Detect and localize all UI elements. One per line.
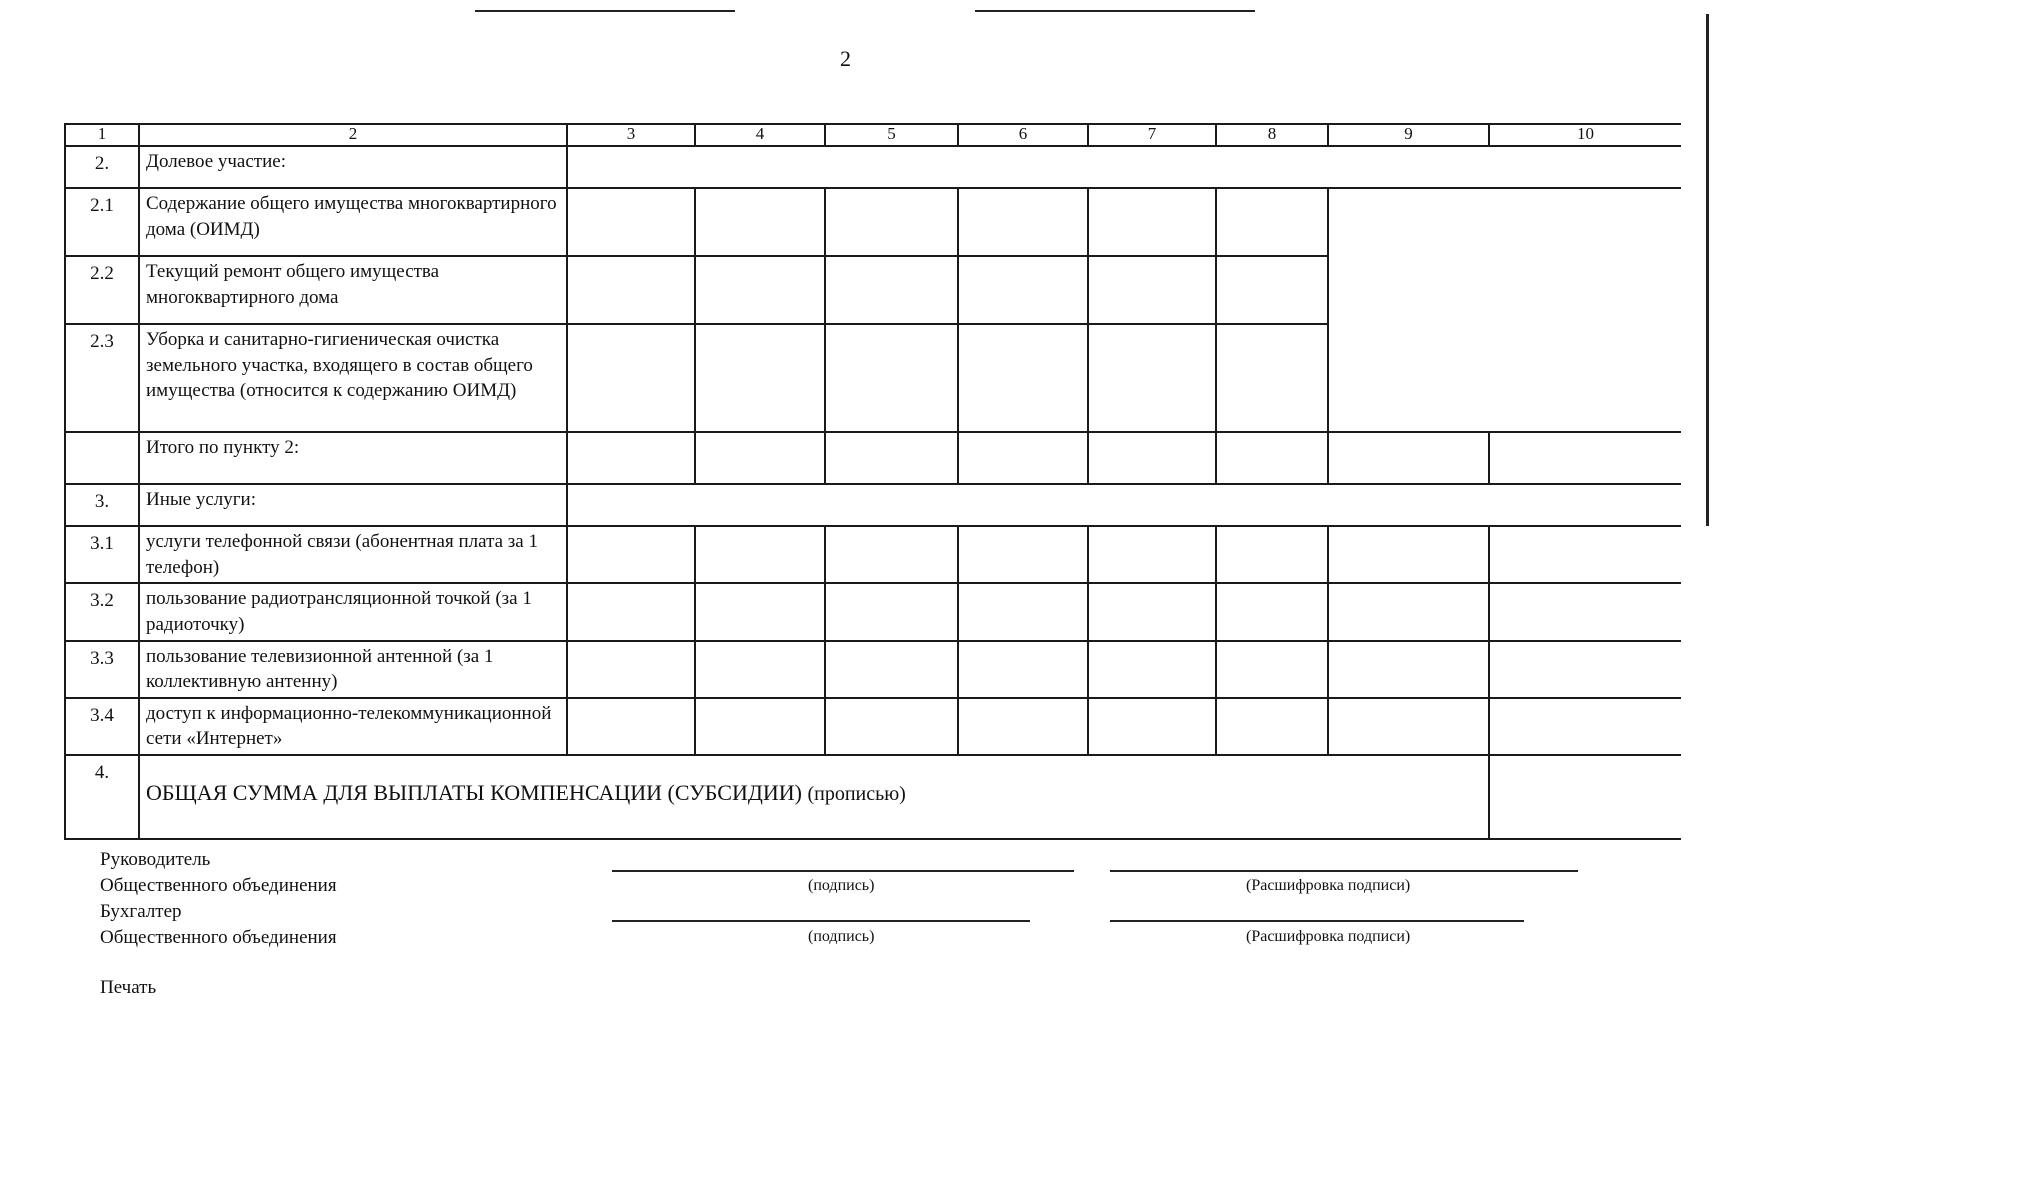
row-label: Иные услуги: — [139, 484, 567, 526]
empty-cell — [1328, 432, 1489, 484]
empty-cell — [1088, 188, 1216, 256]
empty-cell — [567, 526, 695, 583]
empty-cell — [1216, 256, 1328, 324]
table-row — [65, 583, 1681, 640]
empty-cell — [695, 432, 825, 484]
table-row — [65, 432, 1681, 484]
empty-cell — [567, 641, 695, 698]
empty-cell — [1328, 583, 1489, 640]
empty-cell — [1489, 641, 1681, 698]
empty-cell — [1216, 641, 1328, 698]
row-label: Уборка и санитарно-гигиеническая очистка земельного участка, входящего в состав общего имущества (относится к содержанию ОИМД) — [139, 324, 567, 432]
empty-cell — [567, 324, 695, 432]
column-number: 10 — [1489, 124, 1681, 146]
column-number: 5 — [825, 124, 958, 146]
empty-cell — [825, 324, 958, 432]
empty-cell — [1489, 432, 1681, 484]
total-sum-value-cell — [1489, 755, 1681, 839]
empty-cell — [825, 256, 958, 324]
empty-cell — [567, 146, 1681, 188]
empty-cell — [825, 526, 958, 583]
empty-cell — [825, 698, 958, 755]
row-number: 4. — [65, 755, 139, 839]
empty-cell — [695, 583, 825, 640]
row-label: Текущий ремонт общего имущества многоквартирного дома — [139, 256, 567, 324]
scan-edge-line — [1706, 14, 1709, 526]
row-number: 3. — [65, 484, 139, 526]
empty-cell — [1489, 583, 1681, 640]
empty-cell — [1088, 432, 1216, 484]
empty-cell — [958, 256, 1088, 324]
empty-cell — [695, 526, 825, 583]
empty-cell — [1216, 188, 1328, 256]
empty-cell — [1216, 432, 1328, 484]
stamp-label: Печать — [100, 977, 157, 998]
table-row — [65, 526, 1681, 583]
column-number: 3 — [567, 124, 695, 146]
empty-cell — [958, 432, 1088, 484]
accountant-signature-caption: (подпись) — [808, 928, 875, 945]
empty-cell — [1088, 526, 1216, 583]
row-label: Итого по пункту 2: — [139, 432, 567, 484]
empty-cell — [1216, 698, 1328, 755]
empty-cell — [1088, 641, 1216, 698]
empty-cell — [958, 641, 1088, 698]
total-sum-label: ОБЩАЯ СУММА ДЛЯ ВЫПЛАТЫ КОМПЕНСАЦИИ (СУБСИДИИ) — [146, 780, 802, 806]
empty-cell — [567, 484, 1681, 526]
empty-cell — [825, 432, 958, 484]
empty-cell — [567, 583, 695, 640]
empty-cell — [567, 188, 695, 256]
empty-cell — [1328, 641, 1489, 698]
empty-cell — [695, 188, 825, 256]
column-number: 9 — [1328, 124, 1489, 146]
compensation-table — [64, 123, 1681, 840]
accountant-title-line1: Бухгалтер — [100, 901, 182, 922]
empty-cell — [825, 641, 958, 698]
column-number: 8 — [1216, 124, 1328, 146]
column-number: 4 — [695, 124, 825, 146]
row-number: 3.4 — [65, 698, 139, 755]
row-label: пользование телевизионной антенной (за 1 коллективную антенну) — [139, 641, 567, 698]
column-number-row — [65, 124, 1681, 146]
column-number: 2 — [139, 124, 567, 146]
top-rule-left — [475, 10, 735, 12]
row-number: 2.1 — [65, 188, 139, 256]
accountant-title-line2: Общественного объединения — [100, 927, 337, 948]
empty-cell — [695, 641, 825, 698]
column-number: 6 — [958, 124, 1088, 146]
table-row — [65, 698, 1681, 755]
row-number: 2. — [65, 146, 139, 188]
row-number: 2.3 — [65, 324, 139, 432]
column-number: 7 — [1088, 124, 1216, 146]
head-decode-line — [1110, 870, 1578, 872]
head-signature-line — [612, 870, 1074, 872]
empty-cell — [567, 256, 695, 324]
row-number — [65, 432, 139, 484]
empty-cell — [958, 188, 1088, 256]
empty-cell — [1489, 526, 1681, 583]
empty-cell — [1088, 256, 1216, 324]
empty-cell — [695, 698, 825, 755]
accountant-signature-line — [612, 920, 1030, 922]
head-signature-caption: (подпись) — [808, 877, 875, 894]
column-number: 1 — [65, 124, 139, 146]
empty-cell — [958, 324, 1088, 432]
empty-cell — [1216, 324, 1328, 432]
empty-cell — [567, 698, 695, 755]
row-label: Долевое участие: — [139, 146, 567, 188]
empty-cell — [958, 526, 1088, 583]
empty-cell — [695, 256, 825, 324]
row-number: 2.2 — [65, 256, 139, 324]
table-row — [65, 188, 1681, 256]
empty-cell — [825, 188, 958, 256]
empty-cell — [958, 583, 1088, 640]
table-row — [65, 146, 1681, 188]
top-rule-right — [975, 10, 1255, 12]
table-row — [65, 484, 1681, 526]
empty-cell — [1088, 698, 1216, 755]
total-sum-note: (прописью) — [807, 783, 906, 806]
table-row-total — [65, 755, 1681, 839]
accountant-decode-caption: (Расшифровка подписи) — [1246, 928, 1411, 945]
merged-empty-cell — [1328, 188, 1681, 432]
empty-cell — [1088, 583, 1216, 640]
empty-cell — [825, 583, 958, 640]
row-label: доступ к информационно-телекоммуникационной сети «Интернет» — [139, 698, 567, 755]
page-number: 2 — [840, 46, 851, 71]
accountant-decode-line — [1110, 920, 1524, 922]
empty-cell — [958, 698, 1088, 755]
empty-cell — [1328, 526, 1489, 583]
row-label: Содержание общего имущества многоквартирного дома (ОИМД) — [139, 188, 567, 256]
row-number: 3.1 — [65, 526, 139, 583]
total-sum-cell — [139, 755, 1489, 839]
empty-cell — [1489, 698, 1681, 755]
row-label: услуги телефонной связи (абонентная плата за 1 телефон) — [139, 526, 567, 583]
empty-cell — [1216, 526, 1328, 583]
table-row — [65, 641, 1681, 698]
head-decode-caption: (Расшифровка подписи) — [1246, 877, 1411, 894]
empty-cell — [1216, 583, 1328, 640]
row-number: 3.2 — [65, 583, 139, 640]
total-sum-heading — [146, 778, 1482, 808]
head-title-line1: Руководитель — [100, 849, 211, 870]
head-title-line2: Общественного объединения — [100, 875, 337, 896]
empty-cell — [1088, 324, 1216, 432]
empty-cell — [695, 324, 825, 432]
empty-cell — [1328, 698, 1489, 755]
row-label: пользование радиотрансляционной точкой (за 1 радиоточку) — [139, 583, 567, 640]
row-number: 3.3 — [65, 641, 139, 698]
empty-cell — [567, 432, 695, 484]
